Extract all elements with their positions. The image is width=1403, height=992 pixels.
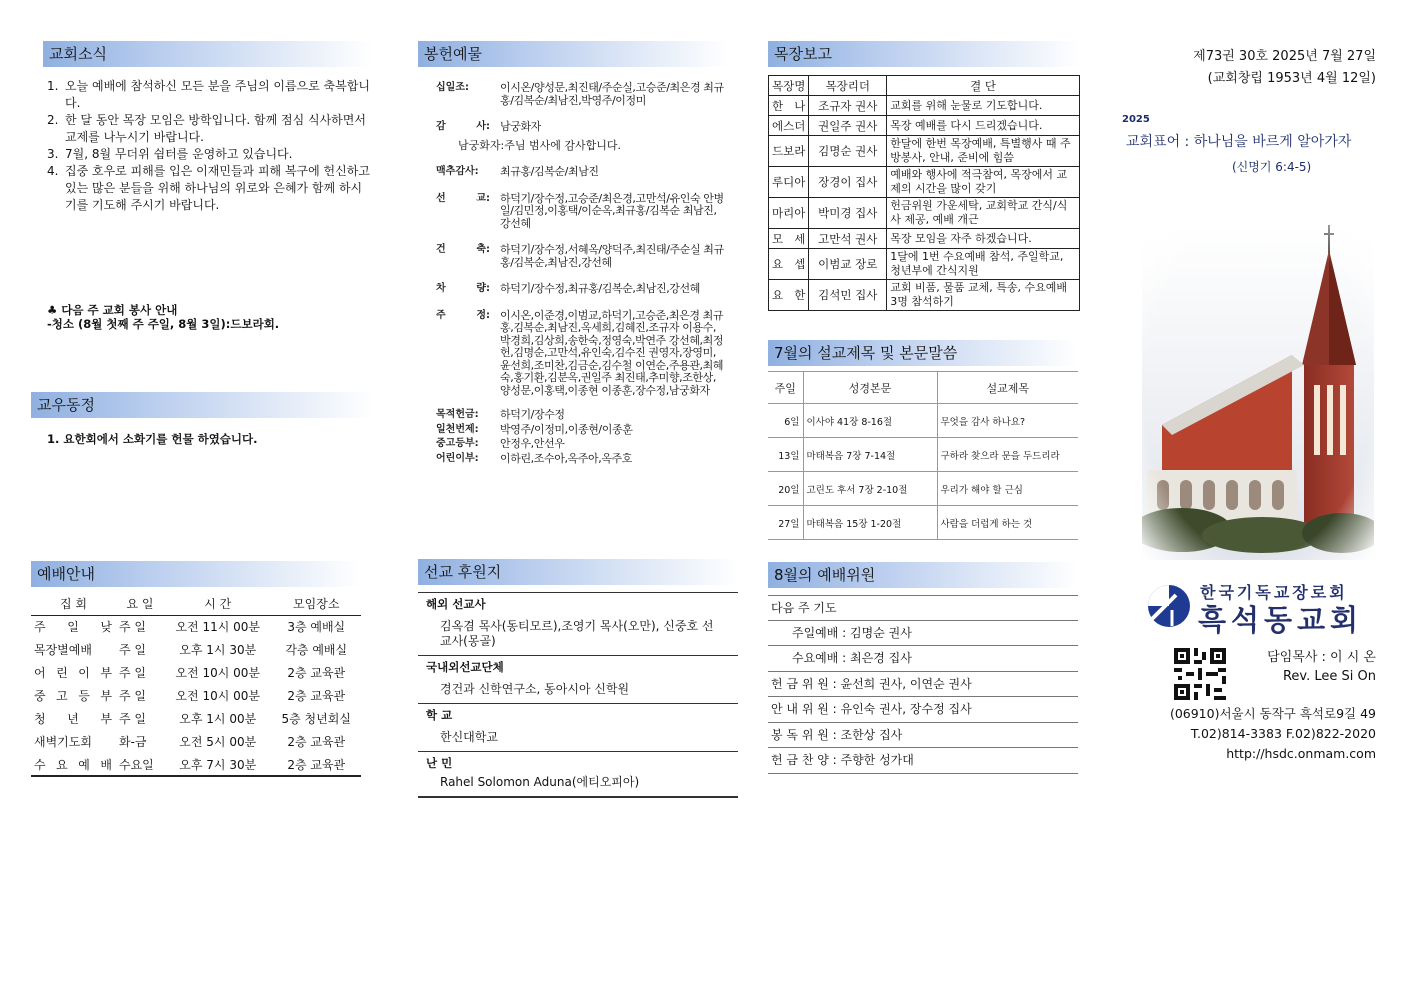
august-header: [768, 562, 1078, 588]
worship-cell: 주 일: [119, 643, 146, 657]
mission-section-head: 국내외선교단체: [418, 655, 738, 678]
offering-label: 선 교:: [436, 192, 490, 204]
august-committee-row: 안 내 위 원 : 유인숙 권사, 장수정 집사: [768, 697, 1078, 723]
offering-group: [436, 244, 726, 269]
report-row: [769, 136, 1080, 167]
report-cell: 요 한: [769, 280, 809, 311]
pastor-name-en: Rev. Lee Si On: [1282, 669, 1376, 684]
worship-cell: 주 일: [119, 689, 146, 703]
offering-group: [436, 409, 726, 422]
report-cell: 박미경 집사: [809, 198, 887, 229]
news-item: [47, 146, 372, 163]
church-address: (06910)서울시 동작구 흑석로9길 49: [1169, 706, 1376, 721]
report-title: 목장보고: [768, 41, 1080, 67]
offering-names: 이하린,조수아,옥주아,옥주호: [500, 451, 633, 465]
offering-names: 하덕기/장수정,서혜옥/양덕주,최진태/주순실 최규홍/김복순,최남진,강선혜: [500, 243, 724, 269]
august-list: [768, 595, 1078, 774]
worship-column-header: 요 일: [126, 596, 154, 611]
church-website-link[interactable]: http://hsdc.onmam.com: [1226, 746, 1376, 761]
news-title: 교회소식: [43, 41, 373, 67]
worship-cell: 주 일 낮: [34, 620, 112, 635]
offering-note: 남궁화자:주님 범사에 감사합니다.: [458, 138, 621, 152]
worship-row: [31, 661, 361, 684]
worship-cell: 2층 교육관: [287, 735, 346, 749]
news-item-text: 한 달 동안 목장 모임은 방학입니다. 함께 점심 식사하면서 교제를 나누시기 바랍니다.: [65, 113, 366, 144]
worship-cell: 2층 교육관: [287, 666, 346, 680]
sermon-row: [768, 404, 1078, 438]
news-header: [43, 41, 373, 67]
offering-group: [436, 438, 726, 451]
report-cell: 장경이 집사: [809, 167, 887, 198]
report-cell: 이범교 장로: [809, 249, 887, 280]
sermon-column-header: 주일: [768, 372, 803, 404]
report-cell: 고만석 권사: [809, 229, 887, 249]
church-motto: 교회표어 : 하나님을 바르게 알아가자: [1126, 134, 1352, 150]
qr-code-icon: [1174, 648, 1226, 700]
report-cell: 헌금위원 가운세탁, 교회학교 간식/식사 제공, 예배 개근: [887, 198, 1080, 229]
news-item-text: 7월, 8월 무더위 쉼터를 운영하고 있습니다.: [65, 147, 293, 161]
report-row: [769, 116, 1080, 136]
worship-cell: 2층 교육관: [287, 757, 346, 772]
worship-cell: 주 일: [119, 712, 146, 726]
report-cell: 모 세: [769, 229, 809, 249]
church-name: 흑석동교회: [1198, 603, 1364, 637]
worship-cell: 어 린 이 부: [34, 666, 112, 680]
report-table: [768, 75, 1080, 311]
pastor-block: [1236, 648, 1376, 686]
offering-group: [436, 193, 726, 231]
church-building-illustration: [1142, 225, 1374, 560]
offering-label: 맥추감사:: [436, 166, 479, 177]
report-row: [769, 167, 1080, 198]
offering-names: 이시온/양성문,최진태/주순실,고승준/최은경 최규홍/김복순/최남진,박영주/이정미: [500, 81, 724, 107]
sermon-cell: 6일: [768, 404, 803, 438]
offering-names: 하덕기/장수정: [500, 408, 565, 421]
worship-cell: 오후 7시 30분: [179, 757, 257, 772]
worship-cell: 오전 10시 00분: [175, 666, 260, 680]
sermon-cell: 마태복음 7장 7-14절: [803, 438, 937, 472]
report-cell: 교회 비품, 물품 교체, 특송, 수요예배 3명 참석하기: [887, 280, 1080, 311]
worship-cell: 주 일: [119, 620, 146, 635]
offering-label: 일천번제:: [436, 423, 479, 435]
report-cell: 김명순 권사: [809, 136, 887, 167]
sermon-column-header: 성경본문: [803, 372, 937, 404]
worship-cell: 오후 1시 00분: [179, 712, 257, 726]
report-cell: 예배와 행사에 적극참여, 목장에서 교제의 시간을 많이 갖기: [887, 167, 1080, 198]
worship-cell: 5층 청년회실: [281, 712, 351, 726]
report-row: [769, 280, 1080, 311]
august-committee-row: 다음 주 기도: [768, 595, 1078, 621]
news-list: [47, 78, 372, 214]
sermons-title: 7월의 설교제목 및 본문말씀: [768, 340, 1078, 366]
worship-row: [31, 753, 361, 776]
mission-list: [418, 592, 738, 798]
news-item: [47, 78, 372, 112]
news-item-text: 집중 호우로 피해를 입은 이재민들과 피해 복구에 헌신하고 있는 많은 분들을 위해 하나님의 위로와 은혜가 함께 하시기를 기도해 주시기 바랍니다.: [65, 164, 370, 212]
report-row: [769, 249, 1080, 280]
motto-verse: (신명기 6:4-5): [1232, 160, 1312, 174]
members-title: 교우동정: [31, 392, 374, 418]
offering-label: 중고등부:: [436, 438, 479, 449]
report-header: [768, 41, 1080, 67]
news-item-number: 4.: [47, 164, 59, 178]
issue-number: 제73권 30호 2025년 7월 27일: [1193, 49, 1376, 64]
report-cell: 권일주 권사: [809, 116, 887, 136]
report-column-header: 목장리더: [809, 76, 887, 96]
offering-group: [436, 121, 726, 134]
worship-cell: 오전 10시 00분: [175, 689, 260, 703]
offering-names: 하덕기/장수정,고승준/최은경,고만석/유인숙 안병일/김민정,이홍택/이순옥,최규홍/김복순 최남진,강선혜: [500, 191, 724, 230]
mission-section-head: 해외 선교사: [418, 592, 738, 615]
mission-section-body: 경건과 신학연구소, 동아시아 신학원: [440, 682, 630, 696]
worship-column-header: 집 회: [60, 596, 87, 611]
report-row: [769, 96, 1080, 116]
offering-group: [436, 310, 726, 398]
report-cell: 1달에 1번 수요예배 참석, 주일학교, 청년부에 간식지원: [887, 249, 1080, 280]
mission-section-body: Rahel Solomon Aduna(에티오피아): [418, 774, 738, 798]
offering-title: 봉헌예물: [418, 41, 728, 67]
report-cell: 에스더: [769, 116, 809, 136]
worship-cell: 주 일: [119, 666, 146, 680]
offering-group: [436, 82, 726, 107]
worship-column-header: 시 간: [204, 596, 232, 611]
august-committee-row: 봉 독 위 원 : 조한상 집사: [768, 723, 1078, 749]
news-item-number: 2.: [47, 113, 59, 127]
worship-table: [31, 592, 361, 777]
sermon-row: [768, 506, 1078, 540]
worship-header: [31, 561, 361, 587]
worship-cell: 목장별예배: [34, 643, 92, 657]
mission-section-head: 학 교: [418, 703, 738, 726]
offering-group: [436, 424, 726, 437]
worship-cell: 화-금: [119, 735, 147, 749]
report-cell: 교회를 위해 눈물로 기도합니다.: [887, 96, 1080, 116]
worship-cell: 새벽기도회: [34, 735, 92, 749]
offering-names: 남궁화자: [500, 120, 541, 133]
motto-year: 2025: [1122, 114, 1150, 125]
mission-section-body: 한신대학교: [440, 730, 498, 744]
worship-cell: 3층 예배실: [287, 620, 346, 635]
offering-label: 주 정:: [436, 309, 490, 321]
offering-names: 박영주/이정미,이종현/이종훈: [500, 422, 633, 436]
sermon-cell: 이사야 41장 8-16절: [803, 404, 937, 438]
church-logo-icon: [1146, 583, 1192, 629]
sermon-cell: 사람을 더럽게 하는 것: [937, 506, 1078, 540]
volunteer-text: -청소 (8월 첫째 주 주일, 8월 3일):드보라회.: [47, 317, 280, 331]
report-cell: 김석민 집사: [809, 280, 887, 311]
pastor-name: 담임목사 : 이 시 온: [1267, 650, 1376, 665]
offering-label: 십일조:: [436, 82, 469, 93]
report-column-header: 목장명: [769, 76, 809, 96]
worship-title: 예배안내: [31, 561, 361, 587]
august-committee-row: 수요예배 : 최은경 집사: [768, 646, 1078, 672]
sermon-cell: 고린도 후서 7장 2-10절: [803, 472, 937, 506]
sermon-row: [768, 438, 1078, 472]
worship-row: [31, 638, 361, 661]
worship-row: [31, 707, 361, 730]
sermon-table: [768, 371, 1078, 540]
report-column-header: 결 단: [887, 76, 1080, 96]
sermon-cell: 구하라 찾으라 문을 두드리라: [937, 438, 1078, 472]
report-cell: 조규자 권사: [809, 96, 887, 116]
report-cell: 목장 예배를 다시 드리겠습니다.: [887, 116, 1080, 136]
news-item: [47, 112, 372, 146]
worship-cell: 오전 11시 00분: [175, 620, 260, 635]
report-cell: 한 나: [769, 96, 809, 116]
offering-label: 건 축:: [436, 244, 490, 255]
denomination-name: 한국기독교장로회: [1200, 583, 1348, 602]
worship-cell: 오전 5시 00분: [179, 735, 257, 749]
worship-column-header: 모임장소: [293, 596, 340, 611]
members-header: [31, 392, 374, 418]
report-cell: 마리아: [769, 198, 809, 229]
worship-row: [31, 730, 361, 753]
report-row: [769, 198, 1080, 229]
offering-group: [436, 453, 726, 466]
sermon-column-header: 설교제목: [937, 372, 1078, 404]
issue-block: [1120, 46, 1376, 90]
volunteer-notice: [47, 303, 279, 331]
worship-cell: 2층 교육관: [287, 689, 346, 703]
sermon-cell: 마태복음 15장 1-20절: [803, 506, 937, 540]
offering-table: [436, 82, 726, 465]
sermon-cell: 우리가 해야 할 근심: [937, 472, 1078, 506]
offering-names: 하덕기/장수정,최규홍/김복순,최남진,강선혜: [500, 282, 700, 295]
offering-label: 어린이부:: [436, 452, 479, 464]
august-committee-row: 헌 금 찬 양 : 주향한 성가대: [768, 748, 1078, 774]
offering-label: 차 량:: [436, 283, 490, 294]
news-item-number: 1.: [47, 79, 59, 93]
worship-cell: 각층 예배실: [285, 643, 348, 657]
worship-cell: 중 고 등 부: [34, 689, 112, 703]
mission-title: 선교 후원지: [418, 559, 738, 585]
offering-group: [436, 140, 726, 153]
founded-date: (교회창립 1953년 4월 12일): [1207, 71, 1376, 86]
mission-section-body: 김옥겸 목사(동티모르),조영기 목사(오만), 신중호 선교사(몽골): [440, 619, 714, 648]
contact-block: [1140, 704, 1376, 764]
sermon-cell: 무엇을 감사 하나요?: [937, 404, 1078, 438]
report-cell: 한달에 한번 목장예배, 특별행사 때 주방봉사, 안내, 준비에 힘씀: [887, 136, 1080, 167]
volunteer-title: ♣ 다음 주 교회 봉사 안내: [47, 303, 178, 317]
report-cell: 목장 모임을 자주 하겠습니다.: [887, 229, 1080, 249]
sermon-row: [768, 472, 1078, 506]
report-cell: 요 셉: [769, 249, 809, 280]
sermon-cell: 13일: [768, 438, 803, 472]
worship-cell: 수요일: [119, 757, 154, 772]
worship-row: [31, 615, 361, 638]
sermons-header: [768, 340, 1078, 366]
sermon-cell: 20일: [768, 472, 803, 506]
offering-names: 안정우,안선우: [500, 437, 565, 450]
offering-group: [436, 283, 726, 296]
worship-cell: 오후 1시 30분: [179, 643, 257, 657]
worship-cell: 수 요 예 배: [34, 757, 112, 772]
report-cell: 드보라: [769, 136, 809, 167]
sermon-cell: 27일: [768, 506, 803, 540]
worship-cell: 청 년 부: [34, 712, 112, 726]
church-phone: T.02)814-3383 F.02)822-2020: [1190, 726, 1376, 741]
mission-section-head: 난 민: [418, 751, 738, 774]
report-row: [769, 229, 1080, 249]
news-item-text: 오늘 예배에 참석하신 모든 분을 주님의 이름으로 축복합니다.: [65, 79, 370, 110]
august-committee-row: 헌 금 위 원 : 윤선희 권사, 이연순 권사: [768, 672, 1078, 698]
offering-names: 이시온,이준경,이범교,하덕기,고승준,최은경 최규홍,김복순,최남진,옥세희,김혜진,조규자 이용수,박경희,김상희,송한숙,정영숙,박연주 강선혜,최정헌,김명순,고만석,유인숙,김수진 권영자,장영미,윤선희,조미찬,김금순,김수철 이연순,주용관,최혜숙,홍기환,김분옥,권일주 최진태,추미향,조한상,양성문,이홍택,이종현 이종훈,장수정,남궁화자: [500, 308, 724, 397]
august-committee-row: 주일예배 : 김명순 권사: [768, 621, 1078, 647]
members-item: 1. 요한회에서 소화기를 헌물 하였습니다.: [47, 432, 258, 446]
offering-names: 최규홍/김복순/최남진: [500, 165, 599, 178]
offering-header: [418, 41, 728, 67]
mission-header: [418, 559, 738, 585]
report-cell: 루디아: [769, 167, 809, 198]
offering-group: [436, 166, 726, 179]
news-item: [47, 163, 372, 214]
offering-label: 목적헌금:: [436, 409, 479, 420]
offering-label: 감 사:: [436, 121, 490, 132]
august-title: 8월의 예배위원: [768, 562, 1078, 588]
news-item-number: 3.: [47, 147, 59, 161]
worship-row: [31, 684, 361, 707]
